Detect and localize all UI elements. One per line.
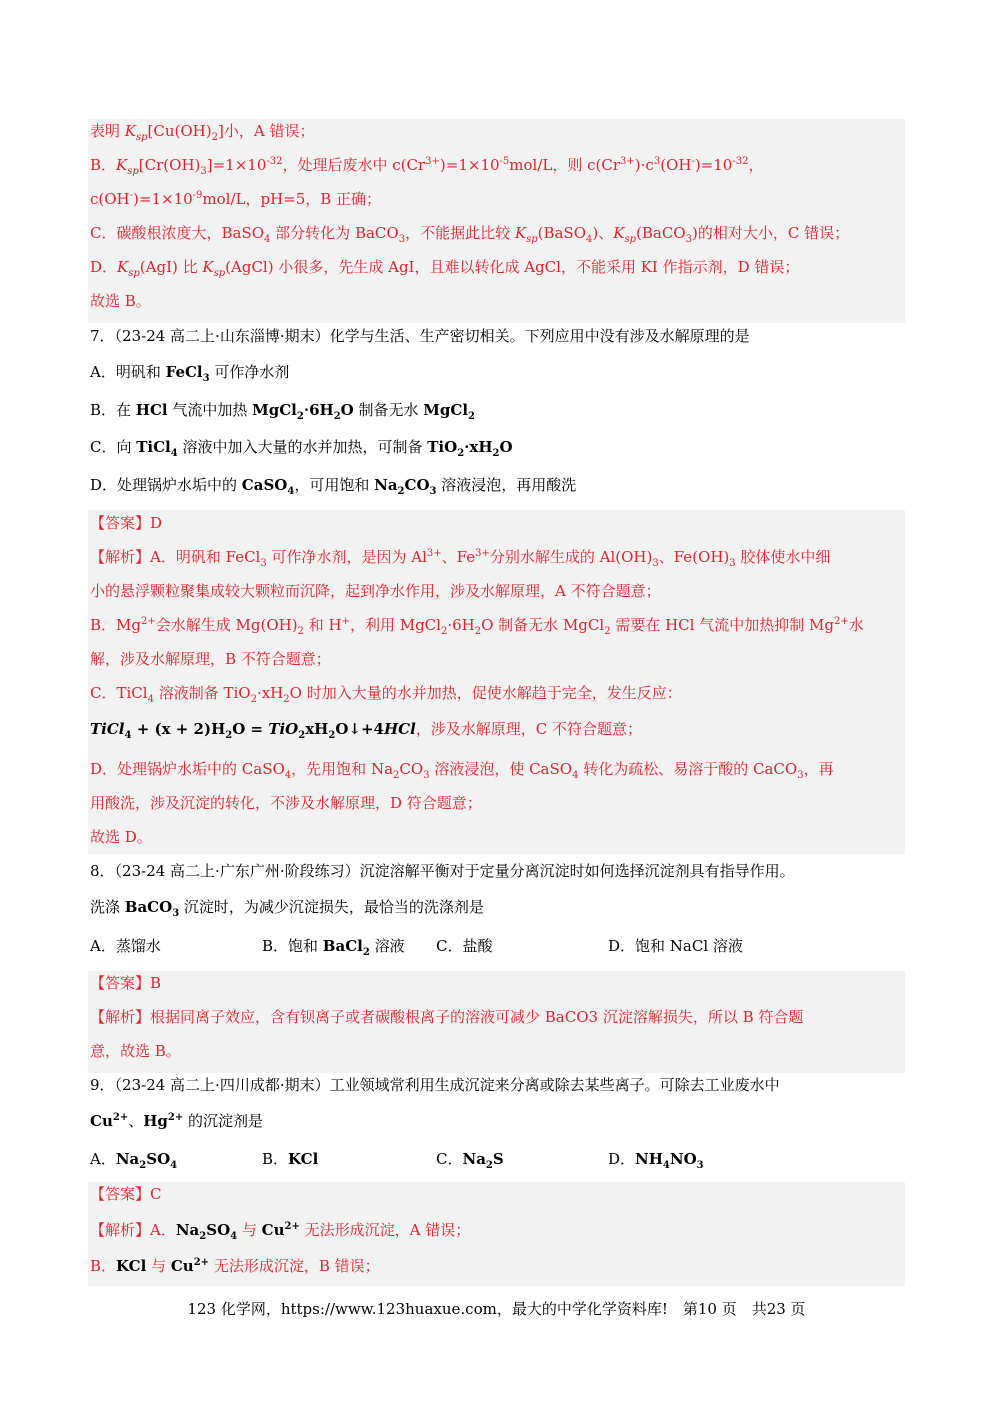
q7-answer: 【答案】D (90, 514, 163, 532)
q9-option-b: B．KCl (262, 1150, 319, 1168)
q7-explanation-conclusion: 故选 D。 (90, 828, 152, 846)
q7-option-b: B．在 HCl 气流中加热 $MgCl_2\cdot 6H_2O$ 制备无水 MgCl$_2$ (90, 401, 475, 422)
q7-explanation-line4: 解，涉及水解原理，B 不符合题意； (90, 650, 331, 668)
q6-solution-line1: 表明 $K_{sp}[Cu(OH)_2]$小，A 错误； (90, 122, 315, 143)
page-footer: 123 化学网，https://www.123huaxue.com，最大的中学化学资料库! 第10 页 共23 页 (187, 1300, 806, 1318)
q9-explanation-line2: B．KCl 与 $Cu^{2+}$ 无法形成沉淀，B 错误； (90, 1257, 380, 1275)
q7-option-d: D．处理锅炉水垢中的 CaSO$_4$，可用饱和 $Na_2CO_3$ 溶液浸泡，再用酸洗 (90, 476, 577, 497)
q9-answer: 【答案】C (90, 1185, 162, 1203)
q8-option-b: B．饱和 BaCl$_2$ 溶液 (262, 937, 405, 958)
q6-solution-line2: B．$K_{sp}[Cr(OH)_3]=1\times 10^{-32}$，处理后废水中 $c(Cr^{3+})=1\times 10^{-5}mol/L$，则 $c(Cr^{3+})\cdot c^3(OH^-)=10^{-32}$， (90, 156, 764, 177)
q8-option-c: C．盐酸 (436, 937, 493, 955)
q8-option-d: D．饱和 NaCl 溶液 (608, 937, 743, 955)
q6-solution-line4: C．碳酸根浓度大，BaSO$_4$ 部分转化为 BaCO$_3$，不能据此比较 $K_{sp}(BaSO_4)$、$K_{sp}(BaCO_3)$的相对大小，C 错误； (90, 224, 850, 245)
q9-option-c: C．$Na_2S$ (436, 1150, 504, 1171)
solution-block-q6 (88, 119, 905, 323)
q8-explanation-line2: 意，故选 B。 (90, 1042, 181, 1060)
q7-explanation-line1: 【解析】A．明矾和 FeCl$_3$ 可作净水剂，是因为 $Al^{3+}$、$Fe^{3+}$分别水解生成的 $Al(OH)_3$、$Fe(OH)_3$ 胶体使水中细 (90, 548, 831, 569)
q7-explanation-line7: D．处理锅炉水垢中的 CaSO$_4$，先用饱和 $Na_2CO_3$ 溶液浸泡，使 CaSO$_4$ 转化为疏松、易溶于酸的 CaCO$_3$，再 (90, 760, 834, 781)
q9-option-d: D．$NH_4NO_3$ (608, 1150, 704, 1171)
q9-explanation-line1: 【解析】A．$Na_2SO_4$ 与 $Cu^{2+}$ 无法形成沉淀，A 错误； (90, 1221, 471, 1242)
q6-solution-conclusion: 故选 B。 (90, 292, 151, 310)
q7-explanation-line8: 用酸洗，涉及沉淀的转化，不涉及水解原理，D 符合题意； (90, 794, 482, 812)
q6-solution-line3: $c(OH^-)=1\times 10^{-9}mol/L$，pH=5，B 正确； (90, 190, 382, 208)
q7-explanation-line5: C．TiCl$_4$ 溶液制备 $TiO_2\cdot xH_2O$ 时加入大量的水并加热，促使水解趋于完全，发生反应： (90, 684, 682, 705)
q8-explanation-line1: 【解析】根据同离子效应，含有钡离子或者碳酸根离子的溶液可减少 BaCO3 沉淀溶解损失，所以 B 符合题 (90, 1008, 804, 1026)
q8-option-a: A．蒸馏水 (90, 937, 161, 955)
q9-stem: 9．（23-24 高二上·四川成都·期末）工业领域常利用生成沉淀来分离或除去某些离子。可除去工业废水中 (90, 1076, 780, 1094)
q8-stem: 8．（23-24 高二上·广东广州·阶段练习）沉淀溶解平衡对于定量分离沉淀时如何选择沉淀剂具有指导作用。 (90, 862, 795, 880)
q8-answer: 【答案】B (90, 974, 162, 992)
q7-option-c: C．向 TiCl$_4$ 溶液中加入大量的水并加热，可制备 $TiO_2\cdot xH_2O$ (90, 438, 513, 459)
q7-option-a: A．明矾和 FeCl$_3$ 可作净水剂 (90, 363, 290, 384)
q8-stem-line2: 洗涤 BaCO$_3$ 沉淀时，为减少沉淀损失，最恰当的洗涤剂是 (90, 898, 484, 919)
q7-stem: 7．（23-24 高二上·山东淄博·期末）化学与生活、生产密切相关。下列应用中没有涉及水解原理的是 (90, 327, 750, 345)
q9-option-a: A．$Na_2SO_4$ (90, 1150, 178, 1171)
q7-explanation-line3: B．$Mg^{2+}$会水解生成 $Mg(OH)_2$ 和 H+，利用 $MgCl_2\cdot 6H_2O$ 制备无水 MgCl$_2$ 需要在 HCl 气流中加热抑制 $Mg^{2+}$水 (90, 616, 864, 637)
q9-stem-line2: $Cu^{2+}$、$Hg^{2+}$ 的沉淀剂是 (90, 1112, 264, 1130)
q7-explanation-line2: 小的悬浮颗粒聚集成较大颗粒而沉降，起到净水作用，涉及水解原理，A 不符合题意； (90, 582, 661, 600)
q6-solution-line5: D．$K_{sp}(AgI)$ 比 $K_{sp}(AgCl)$ 小很多，先生成 AgI，且难以转化成 AgCl，不能采用 KI 作指示剂，D 错误； (90, 258, 800, 279)
q7-equation-line: TiCl$_4$ + $(x + 2)H_2O$ = $TiO_2xH_2O↓+4HCl$，涉及水解原理，C 不符合题意； (90, 720, 643, 741)
